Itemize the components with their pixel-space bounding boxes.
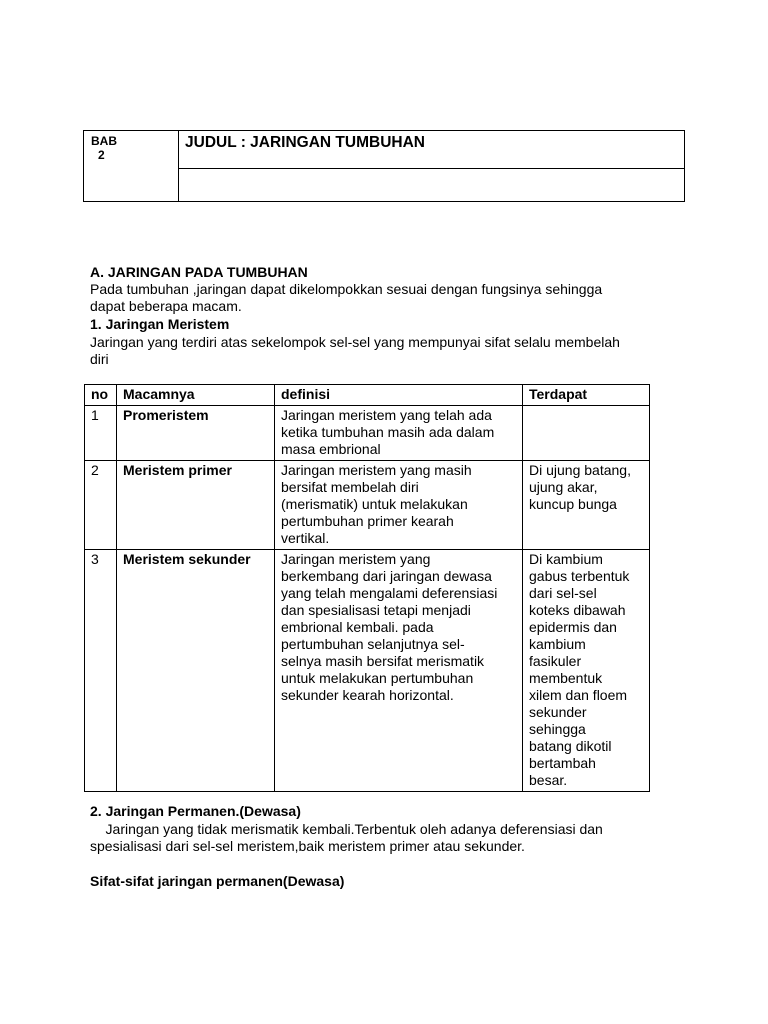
location-line: sehingga bbox=[529, 721, 586, 737]
definition-line: selnya masih bersifat merismatik bbox=[281, 653, 485, 669]
location-line: kuncup bunga bbox=[529, 496, 617, 512]
location-line: Di kambium bbox=[529, 551, 603, 567]
definition-line: Jaringan meristem yang telah ada bbox=[281, 407, 492, 423]
cell-location bbox=[523, 461, 650, 550]
definition-line: ketika tumbuhan masih ada dalam bbox=[281, 424, 495, 440]
definition-line: vertikal. bbox=[281, 530, 330, 546]
meristem-desc-line2: diri bbox=[90, 351, 109, 367]
definition-line: yang telah mengalami deferensiasi bbox=[281, 585, 498, 601]
location-line: ujung akar, bbox=[529, 479, 598, 495]
cell-no: 3 bbox=[85, 550, 117, 792]
section-a-heading: A. JARINGAN PADA TUMBUHAN bbox=[90, 264, 308, 280]
definition-line: bersifat membelah diri bbox=[281, 479, 419, 495]
table-row bbox=[85, 406, 650, 461]
definition-line: untuk melakukan pertumbuhan bbox=[281, 670, 474, 686]
col-header-terdapat: Terdapat bbox=[523, 385, 650, 406]
section-a-paragraph-line1: Pada tumbuhan ,jaringan dapat dikelompokkan sesuai dengan fungsinya sehingga bbox=[90, 281, 603, 297]
location-line: koteks dibawah bbox=[529, 602, 626, 618]
cell-location bbox=[523, 406, 650, 461]
location-line: fasikuler bbox=[529, 653, 582, 669]
permanen-line2: spesialisasi dari sel-sel meristem,baik meristem primer atau sekunder. bbox=[90, 838, 525, 854]
meristem-heading: 1. Jaringan Meristem bbox=[90, 316, 230, 332]
table-row bbox=[85, 550, 650, 792]
location-line: gabus terbentuk bbox=[529, 568, 630, 584]
chapter-label bbox=[91, 134, 117, 162]
cell-name: Promeristem bbox=[117, 406, 275, 461]
location-line: kambium bbox=[529, 636, 586, 652]
definition-line: Jaringan meristem yang bbox=[281, 551, 431, 567]
permanen-heading: 2. Jaringan Permanen.(Dewasa) bbox=[90, 803, 301, 819]
definition-line: (merismatik) untuk melakukan bbox=[281, 496, 468, 512]
definition-line: embrional kembali. pada bbox=[281, 619, 434, 635]
location-line: Di ujung batang, bbox=[529, 462, 631, 478]
location-line: batang dikotil bbox=[529, 738, 612, 754]
cell-definition bbox=[275, 550, 523, 792]
meristem-table bbox=[84, 384, 650, 792]
cell-name: Meristem sekunder bbox=[117, 550, 275, 792]
col-header-no: no bbox=[85, 385, 117, 406]
location-line: bertambah bbox=[529, 755, 596, 771]
definition-line: pertumbuhan primer kearah bbox=[281, 513, 454, 529]
location-line: membentuk bbox=[529, 670, 603, 686]
definition-line: masa embrional bbox=[281, 441, 381, 457]
table-header-row bbox=[85, 385, 650, 406]
location-line: epidermis dan bbox=[529, 619, 617, 635]
bab-label: BAB bbox=[91, 134, 117, 148]
col-header-definisi: definisi bbox=[275, 385, 523, 406]
location-line: xilem dan floem bbox=[529, 687, 628, 703]
meristem-desc-line1: Jaringan yang terdiri atas sekelompok sel-sel yang mempunyai sifat selalu membelah bbox=[90, 334, 620, 350]
col-header-macamnya: Macamnya bbox=[117, 385, 275, 406]
cell-no: 2 bbox=[85, 461, 117, 550]
cell-location bbox=[523, 550, 650, 792]
table-row bbox=[85, 461, 650, 550]
cell-definition bbox=[275, 406, 523, 461]
bab-number: 2 bbox=[98, 148, 105, 162]
chapter-header-box bbox=[83, 130, 685, 202]
definition-line: berkembang dari jaringan dewasa bbox=[281, 568, 492, 584]
location-line: besar. bbox=[529, 772, 568, 788]
definition-line: sekunder kearah horizontal. bbox=[281, 687, 454, 703]
location-line: sekunder bbox=[529, 704, 587, 720]
cell-definition bbox=[275, 461, 523, 550]
permanen-line1: Jaringan yang tidak merismatik kembali.Terbentuk oleh adanya deferensiasi dan bbox=[90, 821, 603, 837]
chapter-title: JUDUL : JARINGAN TUMBUHAN bbox=[185, 134, 425, 151]
sifat-heading: Sifat-sifat jaringan permanen(Dewasa) bbox=[90, 873, 345, 889]
section-a-paragraph-line2: dapat beberapa macam. bbox=[90, 298, 242, 314]
header-divider bbox=[178, 168, 684, 169]
cell-no: 1 bbox=[85, 406, 117, 461]
definition-line: pertumbuhan selanjutnya sel- bbox=[281, 636, 465, 652]
definition-line: dan spesialisasi tetapi menjadi bbox=[281, 602, 471, 618]
cell-name: Meristem primer bbox=[117, 461, 275, 550]
location-line: dari sel-sel bbox=[529, 585, 597, 601]
definition-line: Jaringan meristem yang masih bbox=[281, 462, 472, 478]
